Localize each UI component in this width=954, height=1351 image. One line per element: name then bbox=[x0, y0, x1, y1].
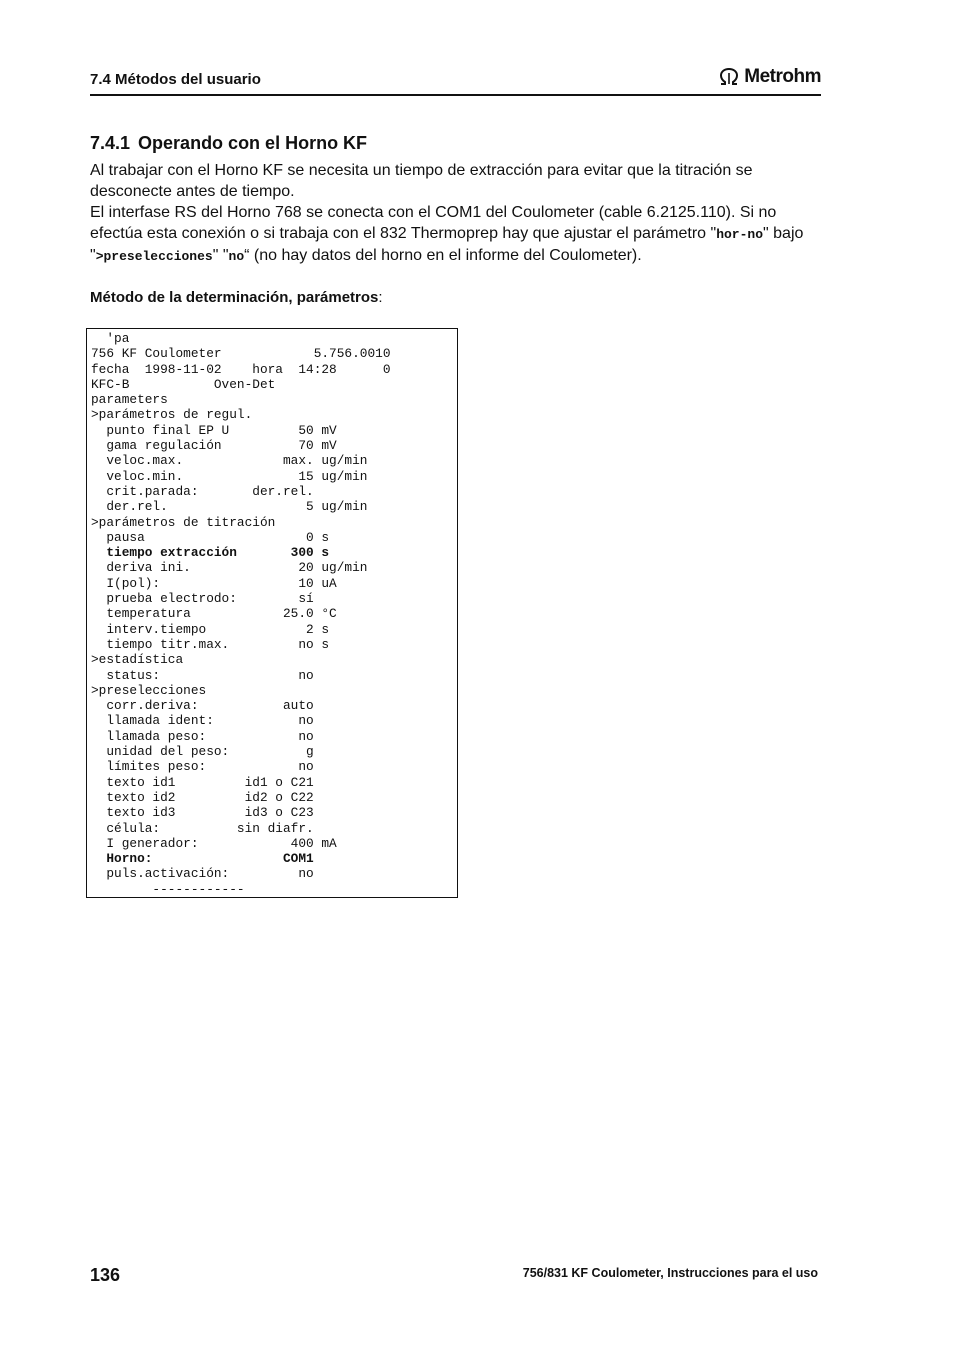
report-line: límites peso: no bbox=[91, 759, 314, 775]
section-title: Operando con el Horno KF bbox=[138, 133, 368, 153]
report-line: unidad del peso: g bbox=[91, 744, 314, 760]
report-line: parameters bbox=[91, 392, 168, 408]
running-section-title: 7.4 Métodos del usuario bbox=[90, 71, 261, 88]
report-line: tiempo extracción 300 s bbox=[91, 545, 330, 561]
brand-name: Metrohm bbox=[744, 66, 821, 87]
report-line: llamada ident: no bbox=[91, 713, 314, 729]
intro-p2-text-b: " bajo " bbox=[90, 225, 804, 264]
report-line: puls.activación: no bbox=[91, 866, 314, 882]
report-line: corr.deriva: auto bbox=[91, 698, 314, 714]
parameters-subheading-label: Método de la determinación, parámetros bbox=[90, 289, 379, 306]
report-line: >parámetros de regul. bbox=[91, 407, 253, 423]
report-line: pausa 0 s bbox=[91, 529, 330, 545]
page-number: 136 bbox=[90, 1265, 121, 1285]
report-line: KFC-B Oven-Det bbox=[91, 376, 276, 392]
report-line: veloc.max. max. ug/min bbox=[91, 453, 368, 469]
report-line: crit.parada: der.rel. bbox=[91, 483, 314, 499]
param-horno: hor-no bbox=[716, 227, 764, 242]
report-line: >parámetros de titración bbox=[91, 514, 276, 530]
page-header bbox=[90, 64, 821, 96]
report-line: temperatura 25.0 °C bbox=[91, 606, 337, 622]
brand bbox=[718, 66, 821, 88]
report-line: gama regulación 70 mV bbox=[91, 438, 337, 454]
report-line: >estadística bbox=[91, 652, 184, 668]
report-line: célula: sin diafr. bbox=[91, 820, 314, 836]
report-line: >preselecciones bbox=[91, 682, 207, 698]
report-line: der.rel. 5 ug/min bbox=[91, 499, 368, 515]
parameters-subheading-colon: : bbox=[378, 289, 383, 306]
section-number: 7.4.1 bbox=[90, 133, 131, 153]
parameters-subheading bbox=[90, 289, 383, 306]
report-line: fecha 1998-11-02 hora 14:28 0 bbox=[91, 361, 391, 377]
report-line: deriva ini. 20 ug/min bbox=[91, 560, 368, 576]
report-line: texto id2 id2 o C22 bbox=[91, 789, 314, 805]
report-line: ------------ bbox=[91, 881, 245, 897]
report-line: 756 KF Coulometer 5.756.0010 bbox=[91, 346, 391, 362]
report-line: interv.tiempo 2 s bbox=[91, 621, 330, 637]
value-no: no bbox=[228, 249, 245, 264]
intro-text bbox=[90, 160, 825, 267]
parameter-report-lines bbox=[91, 331, 391, 897]
metrohm-omega-logo-icon bbox=[718, 67, 740, 87]
report-line: texto id1 id1 o C21 bbox=[91, 774, 314, 790]
report-line: I generador: 400 mA bbox=[91, 835, 337, 851]
menu-preselecciones: >preselecciones bbox=[95, 249, 213, 264]
report-line: veloc.min. 15 ug/min bbox=[91, 468, 368, 484]
report-line: prueba electrodo: sí bbox=[91, 591, 314, 607]
section-heading bbox=[90, 133, 367, 154]
report-line: I(pol): 10 uA bbox=[91, 575, 337, 591]
report-line: tiempo titr.max. no s bbox=[91, 636, 330, 652]
report-line: texto id3 id3 o C23 bbox=[91, 805, 314, 821]
intro-paragraph-1: Al trabajar con el Horno KF se necesita un tiempo de extracción para evitar que la titración se desconecte antes de tiempo. bbox=[90, 162, 753, 200]
parameter-report-box bbox=[86, 328, 458, 898]
intro-p2-text-c: " " bbox=[212, 247, 229, 264]
report-line: punto final EP U 50 mV bbox=[91, 422, 337, 438]
intro-p2-text-d: “ (no hay datos del horno en el informe del Coulometer). bbox=[244, 247, 642, 264]
intro-paragraph-2 bbox=[90, 202, 825, 267]
document-title: 756/831 KF Coulometer, Instrucciones para el uso bbox=[522, 1266, 818, 1280]
report-line: 'pa bbox=[91, 331, 130, 346]
report-line: status: no bbox=[91, 667, 314, 683]
intro-p2-text-a: El interfase RS del Horno 768 se conecta con el COM1 del Coulometer (cable 6.2125.110). Si no efectúa esta conexión o si trabaja con el 832 Thermoprep hay que ajustar el parámetro " bbox=[90, 204, 777, 242]
report-line: llamada peso: no bbox=[91, 728, 314, 744]
report-line: Horno: COM1 bbox=[91, 851, 314, 867]
